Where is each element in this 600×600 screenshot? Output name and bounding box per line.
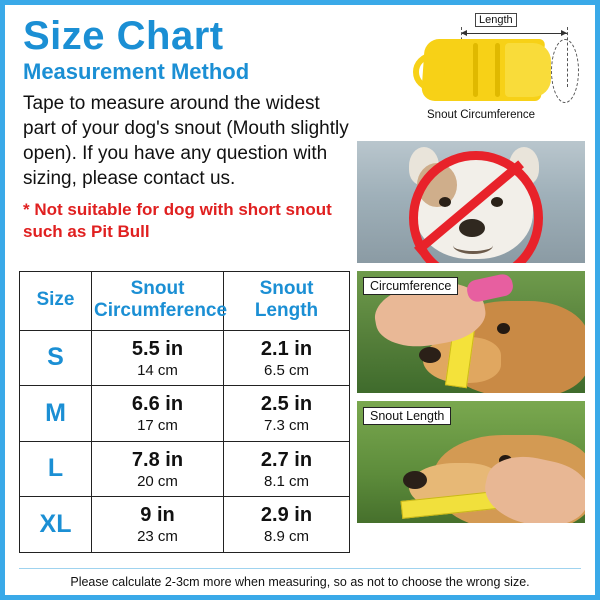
muzzle-strap-loop-icon [413,53,451,91]
length-arrow-icon [461,33,567,34]
photo-measuring-snout-length [355,399,587,525]
illustration-column [355,13,587,525]
photo-measuring-circumference [355,269,587,395]
cell-length [224,441,350,497]
size-table-wrapper [19,271,349,553]
dog-eye-icon [497,323,510,334]
page-content [5,5,595,595]
column-header-circ-line1: Snout [130,278,185,299]
section-subtitle: Measurement Method [23,59,250,84]
table-header-row [20,272,350,331]
size-table-body [20,330,350,552]
cell-size: S [20,330,92,386]
cell-circumference [92,330,224,386]
table-row [20,330,350,386]
column-header-size-line1: Size [36,288,75,310]
circ-centimeters: 23 cm [137,528,178,546]
column-header-snout-circumference [92,272,228,331]
page-title: Size Chart [23,14,224,58]
length-label: Length [475,13,517,27]
size-table [19,271,350,553]
length-inches: 2.9 in [260,504,313,527]
column-header-snout-length [224,272,350,331]
cell-length [224,497,350,553]
circ-inches: 7.8 in [131,448,184,471]
cell-circumference [92,497,224,553]
column-header-circ-line2: Circumference [94,299,228,321]
warning-note: * Not suitable for dog with short snout such as Pit Bull [23,200,332,241]
table-row [20,497,350,553]
photo-caption-circumference: Circumference [363,277,458,295]
photo-caption-snout-length: Snout Length [363,407,451,425]
circ-centimeters: 17 cm [137,417,178,435]
length-centimeters: 8.1 cm [263,472,309,490]
footer-divider [19,568,581,569]
length-inches: 2.7 in [260,448,313,471]
muzzle-diagram [355,13,587,135]
muzzle-rib-icon [495,43,500,97]
dog-nose-icon [403,471,427,489]
muzzle-tip-icon [505,43,551,97]
cell-size: XL [20,497,92,553]
table-row [20,441,350,497]
cell-circumference [92,386,224,442]
cell-size: M [20,386,92,442]
circ-inches: 6.6 in [131,393,184,416]
muzzle-rib-icon [473,43,478,97]
dog-nose-icon [419,347,441,363]
length-centimeters: 8.9 cm [263,528,309,546]
cell-size: L [20,441,92,497]
cell-length [224,386,350,442]
snout-circumference-label: Snout Circumference [427,109,536,121]
photo-short-snout-bulldog-prohibited [355,139,587,265]
pink-sleeve-shape [465,272,515,303]
circ-centimeters: 20 cm [137,472,178,490]
column-header-len-line1: Snout [259,278,314,299]
length-centimeters: 7.3 cm [263,417,309,435]
length-centimeters: 6.5 cm [263,361,309,379]
column-header-len-line2: Length [254,299,319,321]
circ-centimeters: 14 cm [137,361,178,379]
footer-note: Please calculate 2-3cm more when measuring, so as not to choose the wrong size. [70,575,530,589]
cell-length [224,330,350,386]
cell-circumference [92,441,224,497]
circumference-ellipse-icon [551,39,579,103]
measurement-description: Tape to measure around the widest part of your dog's snout (Mouth slightly open). If you have any question with sizing, please contact us. [23,93,349,190]
table-row [20,386,350,442]
length-inches: 2.1 in [260,337,313,360]
size-table-head [20,272,350,331]
length-inches: 2.5 in [260,393,313,416]
circ-inches: 5.5 in [131,337,184,360]
circ-inches: 9 in [140,504,175,527]
column-header-size [20,272,92,331]
